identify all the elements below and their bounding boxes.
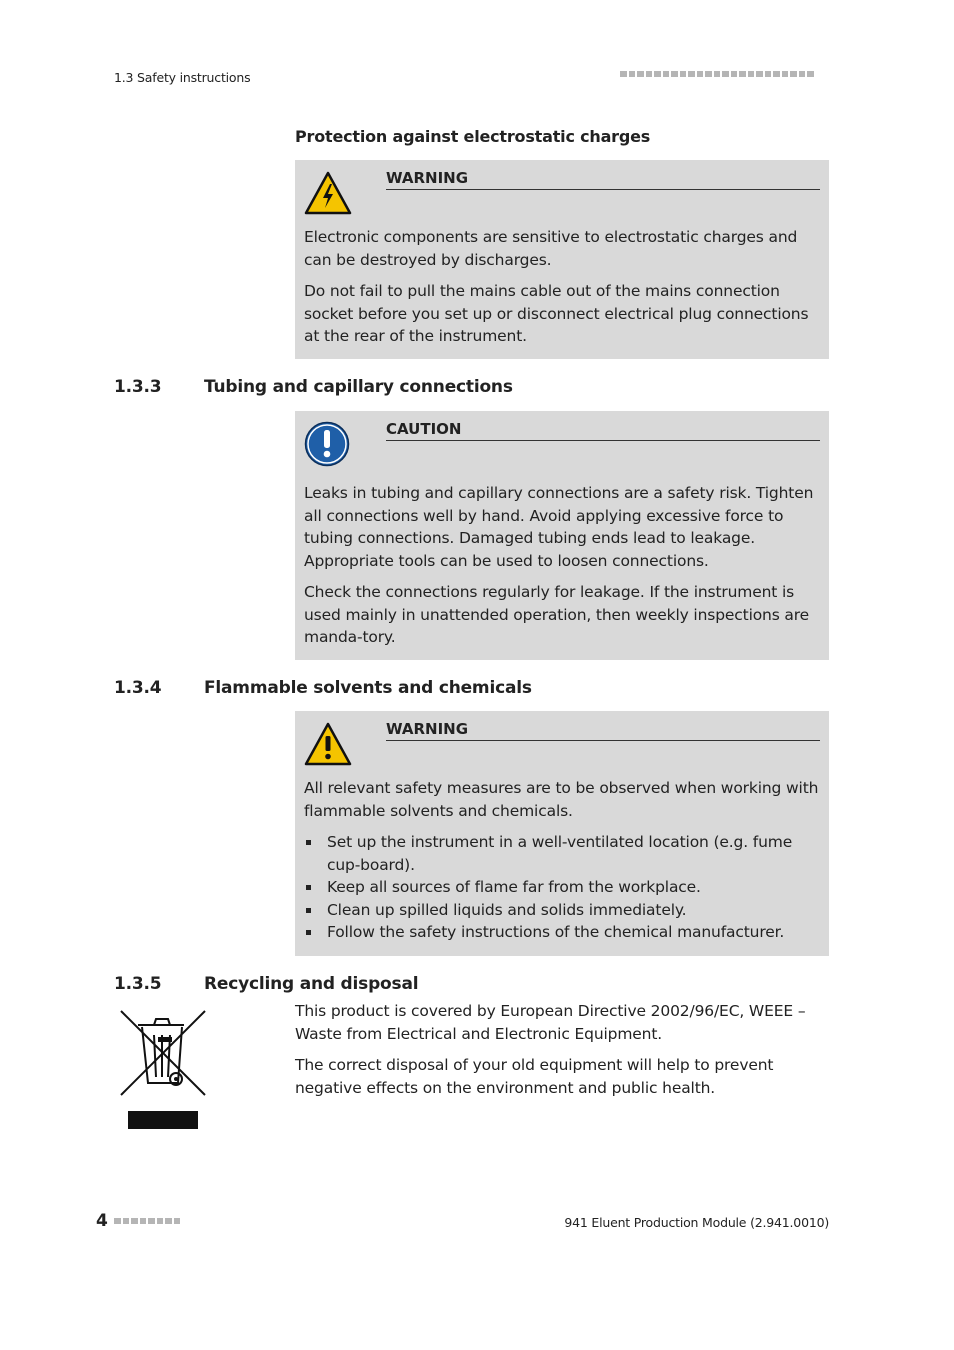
exclamation-circle-icon (304, 421, 352, 467)
header-decoration (620, 71, 814, 77)
weee-crossed-bin-icon (118, 1007, 208, 1132)
electrostatic-paragraph-1: Electronic components are sensitive to electrostatic charges and can be destroyed by discharges. (304, 228, 798, 269)
list-item: Follow the safety instructions of the chemical manufacturer. (304, 921, 819, 944)
electrostatic-warning-label: WARNING (386, 169, 820, 190)
section-number: 1.3.4 (114, 678, 162, 698)
section-title-text: Tubing and capillary connections (204, 377, 513, 397)
recycling-paragraph-2: The correct disposal of your old equipment will help to prevent negative effects on the environment and public health. (295, 1056, 774, 1097)
recycling-text (295, 1000, 829, 1099)
recycling-paragraph-1: This product is covered by European Directive 2002/96/EC, WEEE – Waste from Electrical and Electronic Equipment. (295, 1002, 806, 1043)
electric-hazard-icon (304, 170, 352, 216)
electrostatic-warning-box (295, 160, 829, 359)
section-title-text: Recycling and disposal (204, 974, 419, 994)
section-title-flammable (114, 678, 532, 698)
header-section: 1.3 Safety instructions (114, 70, 251, 85)
tubing-paragraph-1: Leaks in tubing and capillary connections are a safety risk. Tighten all connections well by hand. Avoid applying excessive force to tubing connections. Damaged tubing ends lead to leakage. Appropriate tools can be used to loosen connections. (304, 484, 814, 570)
flammable-warning-box (295, 711, 829, 956)
warning-triangle-icon (304, 721, 352, 767)
list-item: Clean up spilled liquids and solids immediately. (304, 899, 819, 922)
list-item: Keep all sources of flame far from the workplace. (304, 876, 819, 899)
tubing-caution-label: CAUTION (386, 420, 820, 441)
footer-decoration (114, 1218, 180, 1224)
section-number: 1.3.3 (114, 377, 162, 397)
section-title-text: Flammable solvents and chemicals (204, 678, 532, 698)
footer-product: 941 Eluent Production Module (2.941.0010) (564, 1215, 829, 1230)
section-title-recycling (114, 974, 418, 994)
list-item: Set up the instrument in a well-ventilated location (e.g. fume cup-board). (304, 831, 819, 876)
section-title-tubing (114, 377, 513, 397)
electrostatic-heading: Protection against electrostatic charges (295, 127, 651, 146)
section-number: 1.3.5 (114, 974, 162, 994)
flammable-intro: All relevant safety measures are to be observed when working with flammable solvents and chemicals. (304, 779, 819, 820)
electrostatic-paragraph-2: Do not fail to pull the mains cable out of the mains connection socket before you set up or disconnect electrical plug connections at the rear of the instrument. (304, 282, 809, 345)
tubing-caution-box (295, 411, 829, 660)
flammable-warning-label: WARNING (386, 720, 820, 741)
flammable-list (304, 831, 819, 944)
page-number: 4 (96, 1211, 108, 1231)
tubing-paragraph-2: Check the connections regularly for leakage. If the instrument is used mainly in unattended operation, then weekly inspections are manda-tory. (304, 583, 810, 646)
